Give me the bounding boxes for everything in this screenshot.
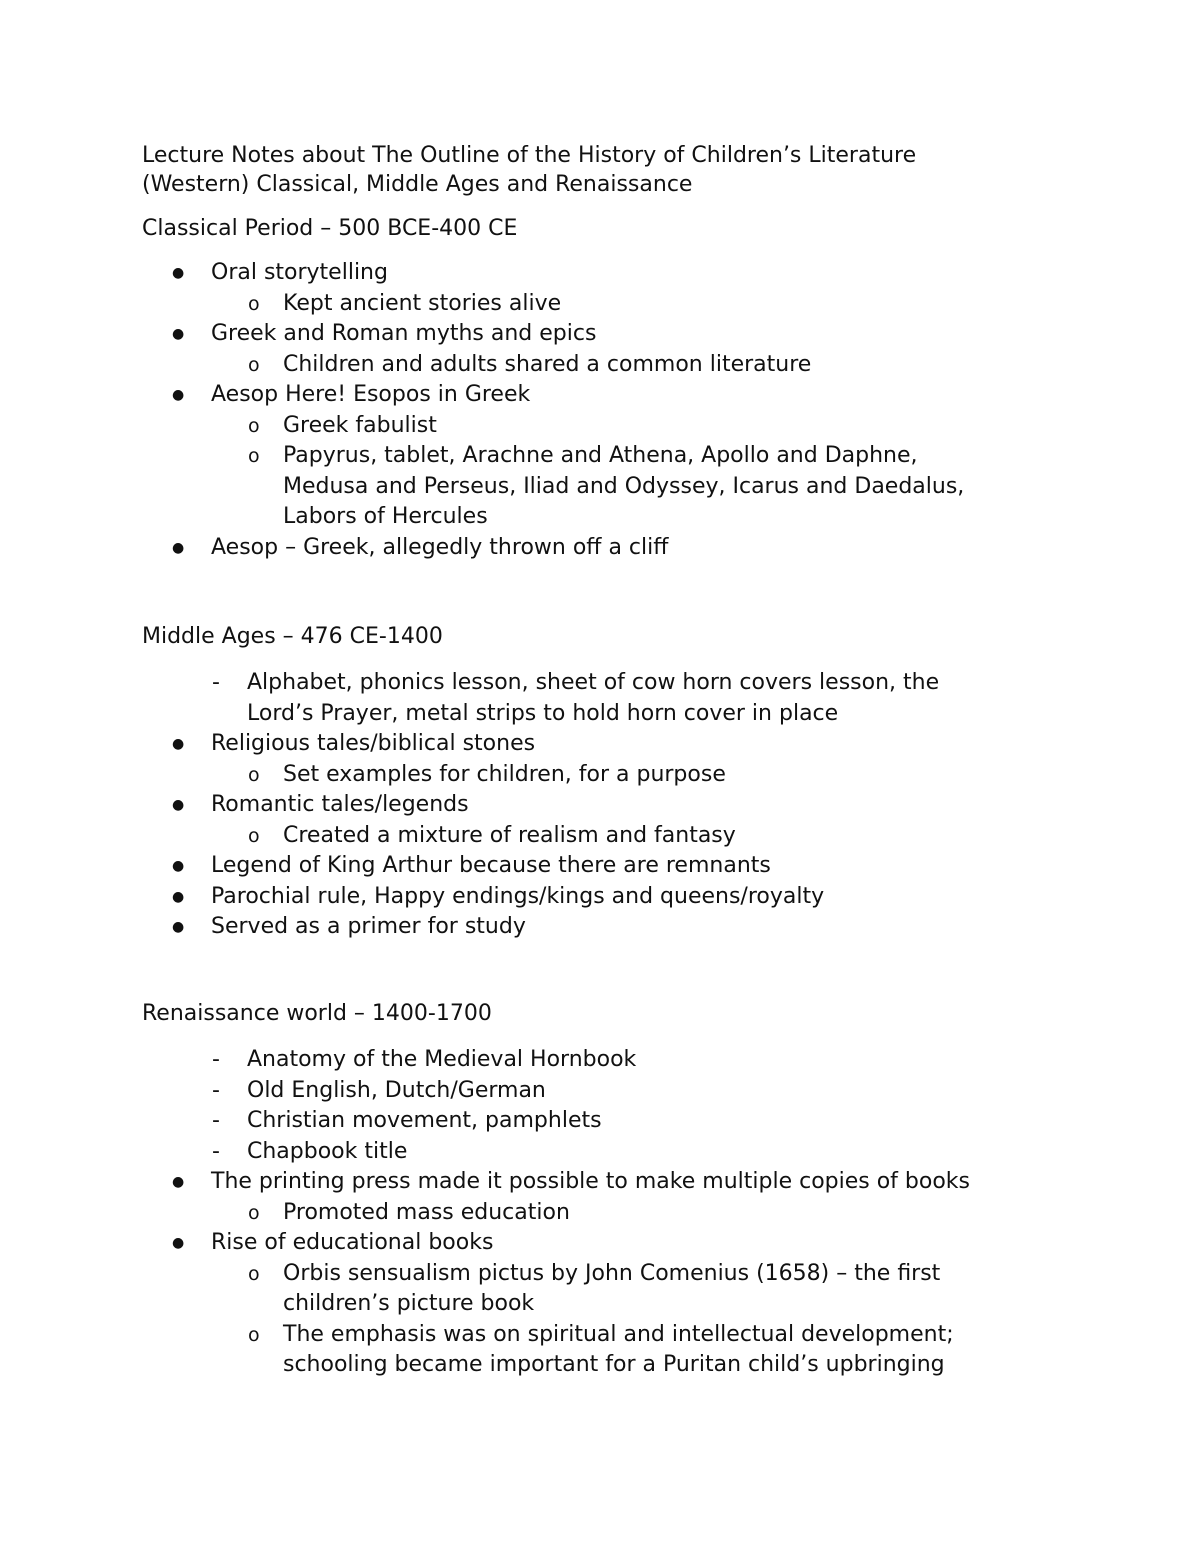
sub-bullet-marker: o	[248, 1201, 260, 1224]
bullet-item	[0, 380, 1200, 411]
item-text	[211, 319, 1200, 350]
item-text-line: Romantic tales/legends	[211, 792, 469, 817]
section-heading-renaissance: Renaissance world – 1400-1700	[142, 1001, 492, 1026]
item-text	[283, 1259, 1200, 1320]
dash-item	[0, 1106, 1200, 1137]
section-heading-classical: Classical Period – 500 BCE-400 CE	[142, 216, 518, 241]
bullet-item	[0, 1167, 1200, 1198]
item-text-line: Legend of King Arthur because there are remnants	[211, 853, 771, 878]
item-text-line: Old English, Dutch/German	[247, 1077, 546, 1103]
item-text-line: Children and adults shared a common literature	[283, 351, 812, 377]
dash-item	[0, 1137, 1200, 1168]
bullet-marker: ●	[172, 265, 185, 281]
bullet-marker: ●	[172, 888, 185, 905]
item-text	[283, 821, 1200, 852]
item-text-line: Created a mixture of realism and fantasy	[283, 822, 736, 848]
item-text	[211, 258, 1200, 289]
dash-item	[0, 1045, 1200, 1076]
item-text-line: Set examples for children, for a purpose	[283, 761, 726, 787]
bullet-marker: ●	[172, 797, 185, 813]
item-text	[283, 1320, 1200, 1381]
item-text-line: Alphabet, phonics lesson, sheet of cow horn covers lesson, the	[247, 670, 940, 695]
item-text	[211, 729, 1200, 760]
item-text	[211, 851, 1200, 882]
bullet-item	[0, 533, 1200, 564]
section-list-middle-ages	[0, 668, 1200, 943]
dash-marker: -	[212, 1138, 220, 1164]
item-text-line: schooling became important for a Puritan child’s upbringing	[283, 1352, 945, 1377]
item-text-line: The emphasis was on spiritual and intellectual development;	[283, 1321, 954, 1347]
item-text-line: Christian movement, pamphlets	[247, 1108, 602, 1133]
bullet-item	[0, 258, 1200, 289]
item-text	[211, 533, 1200, 564]
bullet-item	[0, 1228, 1200, 1259]
item-text	[247, 1045, 1200, 1076]
item-text-line: Aesop – Greek, allegedly thrown off a cliff	[211, 534, 669, 560]
sub-bullet-marker: o	[248, 824, 260, 847]
sub-bullet-item	[0, 350, 1200, 381]
sub-bullet-item	[0, 441, 1200, 533]
bullet-marker: ●	[172, 919, 185, 935]
item-text-line: children’s picture book	[283, 1291, 535, 1316]
dash-item	[0, 1076, 1200, 1107]
item-text	[247, 1076, 1200, 1107]
item-text-line: Anatomy of the Medieval Hornbook	[247, 1047, 637, 1072]
item-text-line: The printing press made it possible to make multiple copies of books	[211, 1169, 971, 1194]
sub-bullet-marker: o	[248, 1323, 260, 1346]
item-text-line: Greek and Roman myths and epics	[211, 321, 597, 346]
item-text-line: Papyrus, tablet, Arachne and Athena, Apollo and Daphne,	[283, 443, 918, 468]
dash-item	[0, 668, 1200, 729]
item-text-line: Aesop Here! Esopos in Greek	[211, 382, 531, 407]
item-text	[211, 1228, 1200, 1259]
dash-marker: -	[212, 1047, 220, 1072]
section-heading-middle-ages: Middle Ages – 476 CE-1400	[142, 624, 443, 649]
bullet-item	[0, 851, 1200, 882]
item-text-line: Chapbook title	[247, 1138, 408, 1164]
item-text	[211, 380, 1200, 411]
item-text	[211, 882, 1200, 913]
bullet-marker: ●	[172, 387, 185, 403]
item-text-line: Rise of educational books	[211, 1230, 494, 1255]
item-text	[283, 350, 1200, 381]
sub-bullet-marker: o	[248, 1262, 260, 1285]
bullet-item	[0, 729, 1200, 760]
item-text-line: Religious tales/biblical stones	[211, 731, 536, 756]
section-list-renaissance	[0, 1045, 1200, 1381]
bullet-marker: ●	[172, 736, 185, 752]
bullet-item	[0, 912, 1200, 943]
title-line: (Western) Classical, Middle Ages and Renaissance	[142, 172, 693, 197]
item-text	[211, 912, 1200, 943]
sub-bullet-item	[0, 411, 1200, 442]
item-text	[283, 1198, 1200, 1229]
sub-bullet-marker: o	[248, 353, 260, 376]
item-text	[211, 1167, 1200, 1198]
item-text-line: Promoted mass education	[283, 1199, 570, 1225]
item-text	[247, 1137, 1200, 1168]
bullet-marker: ●	[172, 1174, 185, 1190]
item-text-line: Lord’s Prayer, metal strips to hold horn cover in place	[247, 700, 839, 726]
item-text-line: Greek fabulist	[283, 412, 437, 438]
bullet-marker: ●	[172, 326, 185, 342]
document-title	[142, 141, 1102, 199]
bullet-item	[0, 790, 1200, 821]
item-text	[247, 1106, 1200, 1137]
sub-bullet-marker: o	[248, 292, 260, 315]
dash-marker: -	[212, 670, 220, 695]
bullet-item	[0, 882, 1200, 913]
section-list-classical	[0, 258, 1200, 563]
item-text-line: Parochial rule, Happy endings/kings and queens/royalty	[211, 883, 825, 909]
bullet-marker: ●	[172, 539, 185, 556]
item-text-line: Served as a primer for study	[211, 914, 526, 939]
sub-bullet-item	[0, 289, 1200, 320]
item-text-line: Medusa and Perseus, Iliad and Odyssey, Icarus and Daedalus,	[283, 473, 965, 499]
item-text-line: Kept ancient stories alive	[283, 290, 562, 316]
sub-bullet-item	[0, 1320, 1200, 1381]
item-text-line: Oral storytelling	[211, 260, 388, 285]
sub-bullet-marker: o	[248, 445, 260, 467]
dash-marker: -	[212, 1077, 220, 1103]
dash-marker: -	[212, 1108, 220, 1133]
item-text	[283, 289, 1200, 320]
item-text-line: Labors of Hercules	[283, 504, 488, 529]
item-text	[211, 790, 1200, 821]
sub-bullet-item	[0, 1259, 1200, 1320]
bullet-marker: ●	[172, 858, 185, 874]
title-line: Lecture Notes about The Outline of the History of Children’s Literature	[142, 143, 917, 168]
item-text	[283, 411, 1200, 442]
item-text	[283, 441, 1200, 533]
item-text-line: Orbis sensualism pictus by John Comenius (1658) – the first	[283, 1260, 941, 1286]
sub-bullet-marker: o	[248, 763, 260, 786]
sub-bullet-marker: o	[248, 414, 260, 437]
bullet-marker: ●	[172, 1235, 185, 1251]
item-text	[247, 668, 1200, 729]
bullet-item	[0, 319, 1200, 350]
sub-bullet-item	[0, 821, 1200, 852]
sub-bullet-item	[0, 760, 1200, 791]
sub-bullet-item	[0, 1198, 1200, 1229]
item-text	[283, 760, 1200, 791]
